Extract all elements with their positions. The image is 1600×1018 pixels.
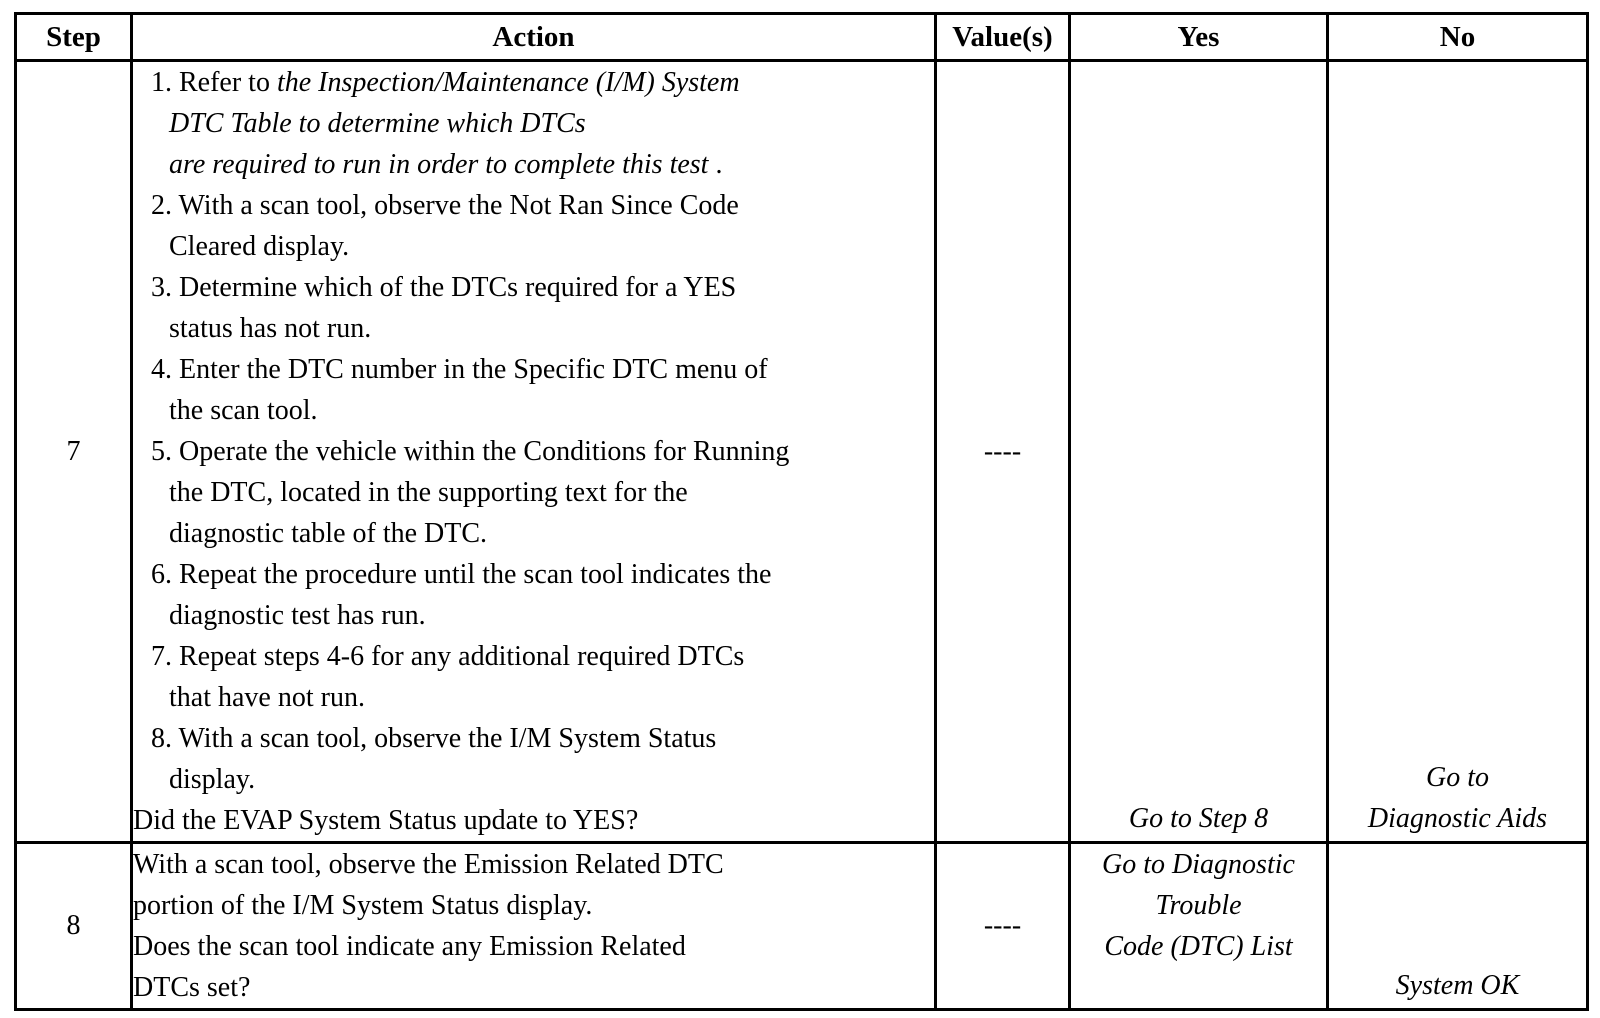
item-text: Repeat steps 4-6 for any additional required DTCs (179, 641, 745, 672)
yes-outcome-line1: Go to Diagnostic (1102, 849, 1295, 880)
item-text-cont: diagnostic test has run. (169, 600, 426, 631)
yes-outcome-link[interactable]: Go to Step 8 (1128, 803, 1269, 834)
item-text: Determine which of the DTCs required for a YES (179, 272, 737, 303)
list-item (133, 267, 934, 349)
item-text: Operate the vehicle within the Conditions for Running (179, 436, 790, 467)
action-line: With a scan tool, observe the Emission Related DTC (133, 849, 724, 880)
no-outcome-line1: Go to (1426, 762, 1489, 793)
step-question: Did the EVAP System Status update to YES? (133, 805, 639, 836)
item-text-cont: the DTC, located in the supporting text for the (169, 477, 688, 508)
no-outcome-link[interactable] (1329, 757, 1586, 839)
item-text-cont: Cleared display. (169, 231, 350, 262)
action-cell (132, 61, 936, 843)
yes-cell (1070, 843, 1328, 1010)
item-text: With a scan tool, observe the Not Ran Since Code (178, 190, 739, 221)
header-no: No (1328, 14, 1588, 61)
item-number: 8. (151, 723, 172, 754)
item-number: 6. (151, 559, 172, 590)
no-cell (1328, 843, 1588, 1010)
header-yes: Yes (1070, 14, 1328, 61)
action-cell (132, 843, 936, 1010)
item-text-end: . (715, 149, 723, 180)
diagnostic-table (14, 12, 1589, 1011)
item-text-cont: the scan tool. (169, 395, 318, 426)
yes-outcome-line3: Code (DTC) List (1104, 931, 1293, 962)
procedure-list (133, 62, 934, 800)
value-cell: ---- (936, 843, 1070, 1010)
item-number: 3. (151, 272, 172, 303)
list-item (133, 431, 934, 554)
step-number: 7 (16, 61, 132, 843)
yes-outcome-link[interactable] (1071, 844, 1326, 967)
item-text: Refer to (179, 67, 270, 98)
item-number: 4. (151, 354, 172, 385)
item-text: Repeat the procedure until the scan tool indicates the (179, 559, 772, 590)
table-row (16, 843, 1588, 1010)
step-question: Does the scan tool indicate any Emission Related (133, 931, 686, 962)
no-cell (1328, 61, 1588, 843)
step-number: 8 (16, 843, 132, 1010)
table-row (16, 61, 1588, 843)
value-cell: ---- (936, 61, 1070, 843)
im-table-reference-line3: are required to run in order to complete this test (169, 149, 709, 180)
im-table-reference: the Inspection/Maintenance (I/M) System (276, 67, 740, 98)
list-item (133, 718, 934, 800)
list-item (133, 349, 934, 431)
action-line: portion of the I/M System Status display. (133, 890, 593, 921)
item-text-cont: that have not run. (169, 682, 365, 713)
item-number: 7. (151, 641, 172, 672)
item-number: 2. (151, 190, 172, 221)
header-action: Action (132, 14, 936, 61)
yes-outcome-line2: Trouble (1155, 890, 1242, 921)
header-row (16, 14, 1588, 61)
no-outcome-line2: Diagnostic Aids (1367, 803, 1548, 834)
item-text-cont: diagnostic table of the DTC. (169, 518, 488, 549)
list-item (133, 554, 934, 636)
header-values: Value(s) (936, 14, 1070, 61)
header-step: Step (16, 14, 132, 61)
no-outcome-link[interactable]: System OK (1395, 970, 1520, 1001)
step-question-cont: DTCs set? (133, 972, 251, 1003)
item-number: 5. (151, 436, 172, 467)
item-text-cont: display. (169, 764, 256, 795)
list-item (133, 185, 934, 267)
item-text-cont: status has not run. (169, 313, 372, 344)
im-table-reference-line2: DTC Table to determine which DTCs (169, 108, 586, 139)
list-item (133, 636, 934, 718)
item-text: Enter the DTC number in the Specific DTC menu of (179, 354, 768, 385)
list-item (133, 62, 934, 185)
item-number: 1. (151, 67, 172, 98)
yes-cell (1070, 61, 1328, 843)
item-text: With a scan tool, observe the I/M System Status (178, 723, 717, 754)
